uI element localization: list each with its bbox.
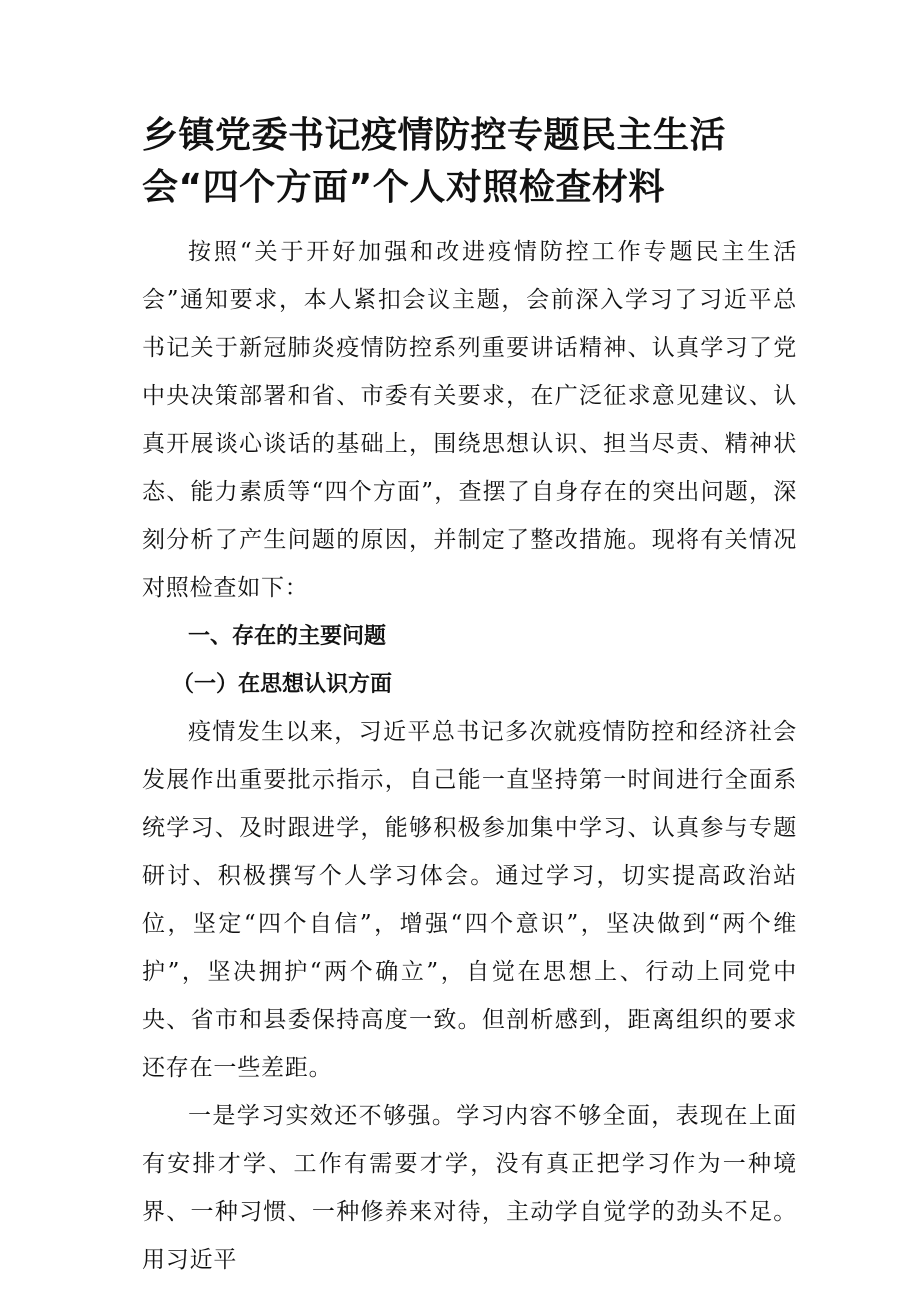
subsection-heading: （一）在思想认识方面 — [172, 671, 393, 697]
document-title: 乡镇党委书记疫情防控专题民主生活会“四个方面”个人对照检查材料 — [142, 115, 727, 208]
body-paragraph: 一是学习实效还不够强。学习内容不够全面，表现在上面有安排才学、工作有需要才学，没有真正把学习作为一种境界、一种习惯、一种修养来对待，主动学自觉学的劲头不足。用习近平 — [142, 1103, 797, 1273]
intro-paragraph: 按照“关于开好加强和改进疫情防控工作专题民主生活会”通知要求，本人紧扣会议主题，会前深入学习了习近平总书记关于新冠肺炎疫情防控系列重要讲话精神、认真学习了党中央决策部署和省、市委有关要求，在广泛征求意见建议、认真开展谈心谈话的基础上，围绕思想认识、担当尽责、精神状态、能力素质等“四个方面”，查摆了自身存在的突出问题，深刻分析了产生问题的原因，并制定了整改措施。现将有关情况对照检查如下： — [142, 239, 797, 601]
section-heading: 一、存在的主要问题 — [188, 623, 387, 649]
body-paragraph: 疫情发生以来，习近平总书记多次就疫情防控和经济社会发展作出重要批示指示，自己能一直坚持第一时间进行全面系统学习、及时跟进学，能够积极参加集中学习、认真参与专题研讨、积极撰写个人学习体会。通过学习，切实提高政治站位，坚定“四个自信”，增强“四个意识”，坚决做到“两个维护”，坚决拥护“两个确立”，自觉在思想上、行动上同党中央、省市和县委保持高度一致。但剖析感到，距离组织的要求还存在一些差距。 — [142, 719, 797, 1081]
document-body — [142, 228, 797, 1284]
